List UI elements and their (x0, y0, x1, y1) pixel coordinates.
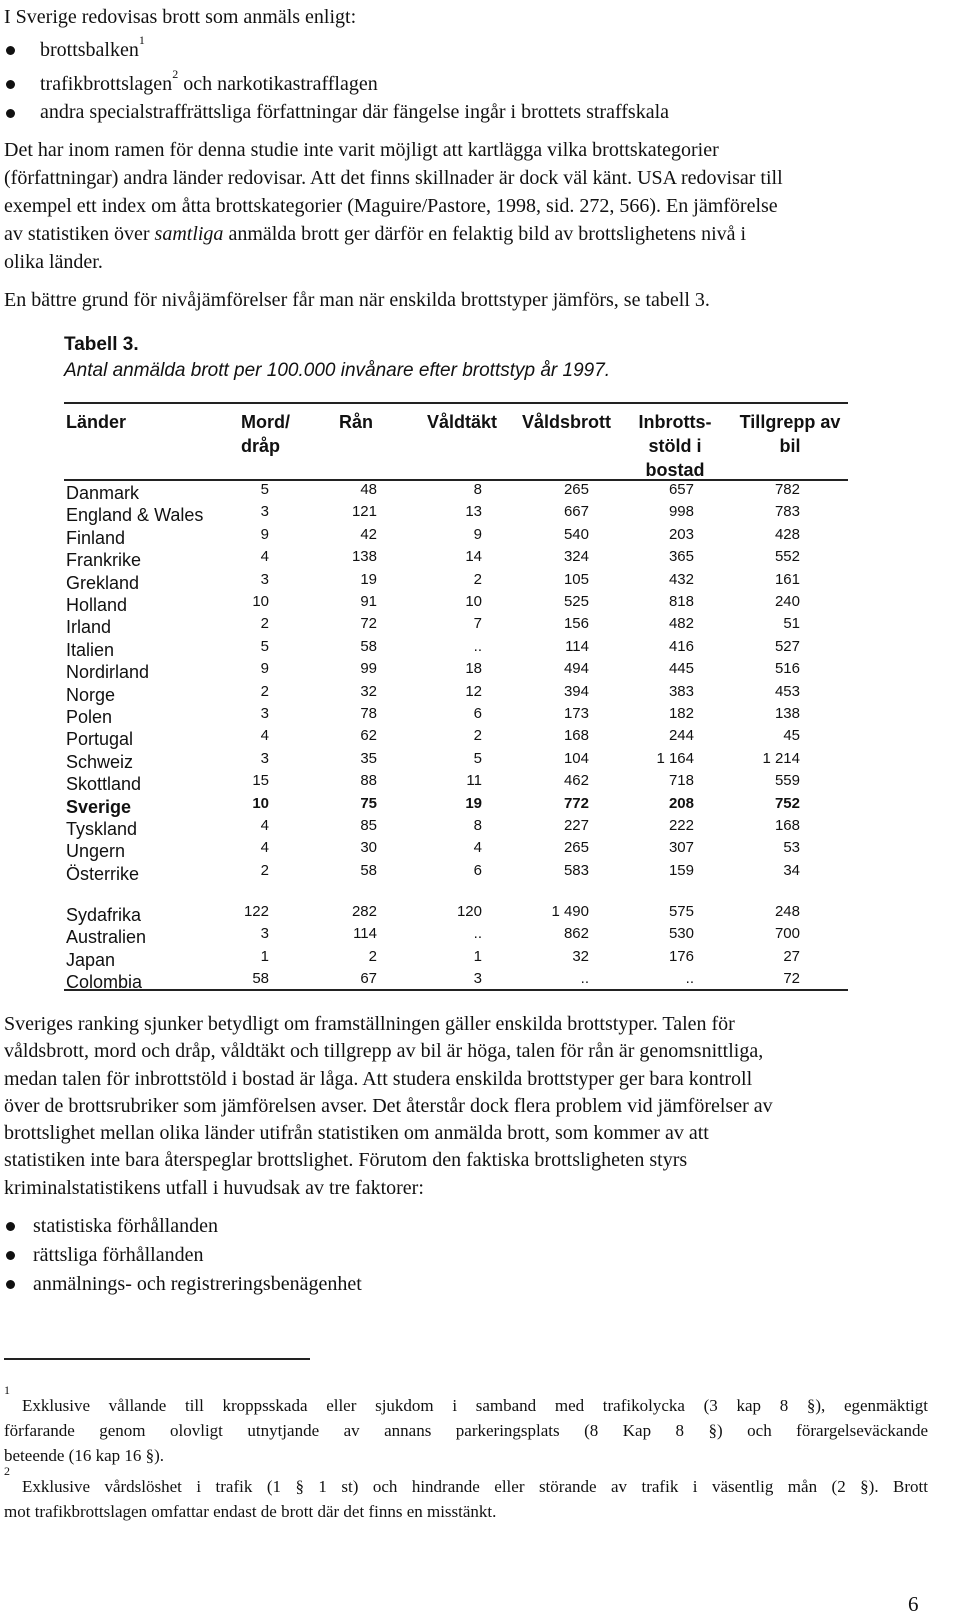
table-cell-value: 494 (563, 660, 589, 678)
footnote-separator (4, 1358, 310, 1360)
paragraph-line: Det har inom ramen för denna studie inte varit möjligt att kartlägga vilka brottskategorier (4, 139, 719, 161)
table-cell-value: 156 (563, 615, 589, 633)
table-cell-country: Schweiz (66, 751, 134, 772)
table-cell-value: 5 (260, 637, 269, 655)
table-cell-value: 2 (260, 615, 269, 633)
table-cell-value: 85 (360, 817, 377, 834)
footnote-line: förfarande genom olovligt utnytjande av annans parkeringsplats (8 Kap 8 §) och förargelseväckande (4, 1421, 928, 1440)
table-cell-value: 120 (456, 903, 482, 920)
table-cell-value: 15 (252, 772, 269, 790)
footnote-line: Exklusive vårdslöshet i trafik (1 § 1 st) och hindrande eller störande av trafik i väsentlig mån (2 §). Brott (22, 1477, 928, 1496)
bullet-text: trafikbrottslagen (40, 73, 173, 95)
table-cell-value: 62 (360, 727, 377, 745)
table-cell-value: 138 (774, 705, 800, 722)
table-cell-value: 525 (563, 593, 589, 610)
table-cell-value: 53 (783, 839, 800, 857)
footnote-mark: 1 (4, 1383, 10, 1397)
table-cell-value: 168 (563, 727, 589, 745)
table-cell-country: Skottland (66, 774, 142, 795)
table-cell-value: 30 (360, 839, 377, 857)
table-cell-value: 527 (774, 637, 800, 655)
table-cell-value: 5 (473, 749, 482, 767)
table-cell-value: 4 (260, 727, 269, 745)
table-cell-country: Ungern (66, 841, 126, 862)
table-cell-value: 4 (260, 839, 269, 857)
table-cell-value: 208 (668, 794, 694, 812)
table-cell-value: 12 (465, 682, 482, 700)
table-cell-country: Japan (66, 949, 116, 970)
text-run: anmälda brott ger därför en felaktig bild av brottslighetens nivå i (223, 223, 747, 245)
table-cell-value: 1 214 (762, 749, 800, 767)
table-cell-value: 862 (563, 925, 589, 943)
table-cell-value: 58 (252, 970, 269, 988)
table-cell-value: 248 (774, 903, 800, 920)
footnote-text (4, 1393, 928, 1468)
table-cell-value: 10 (252, 794, 269, 812)
table-cell-country: Italien (66, 639, 115, 660)
paragraph-line: statistiken inte bara återspeglar brottslighet. Förutom den faktiska brottsligheten styrs (4, 1149, 688, 1172)
table-cell-country: Sverige (66, 796, 132, 817)
table-cell-value: 4 (260, 548, 269, 566)
table-cell-value: 244 (668, 727, 694, 745)
table-cell-value: 72 (360, 615, 377, 633)
table-cell-value: 1 (260, 947, 269, 965)
table-cell-value: 782 (774, 481, 800, 498)
table-cell-country: Australien (66, 927, 147, 948)
table-cell-value: 453 (774, 682, 800, 700)
table-cell-value: 700 (774, 925, 800, 943)
table-cell-value: 432 (668, 570, 694, 588)
table-cell-value: .. (473, 925, 482, 943)
table-cell-value: 168 (774, 817, 800, 834)
table-cell-value: 104 (563, 749, 589, 767)
table-cell-value: 114 (353, 925, 377, 943)
table-cell-value: 1 164 (656, 749, 694, 767)
table-cell-country: Colombia (66, 972, 143, 993)
page-number: 6 (908, 1592, 919, 1616)
table-cell-value: 2 (473, 727, 482, 745)
header-ran: Rån (339, 412, 374, 432)
table-cell-value: 58 (360, 861, 377, 879)
table-cell-value: 45 (783, 727, 800, 745)
table-cell-country: Polen (66, 707, 113, 727)
table-cell-value: 265 (563, 481, 589, 498)
table-cell-value: 3 (260, 925, 269, 943)
table-cell-country: Portugal (66, 729, 134, 750)
table-cell-value: 122 (243, 903, 269, 920)
table-cell-value: 4 (260, 817, 269, 834)
table-cell-value: 51 (783, 615, 800, 633)
table-cell-value: 114 (565, 637, 589, 655)
table-cell-country: Tyskland (66, 819, 138, 839)
bullet-item (40, 67, 378, 100)
paragraph-line (4, 220, 783, 248)
table-cell-value: 19 (465, 794, 482, 812)
table-cell-value: 10 (465, 593, 482, 610)
table-cell-value: 2 (260, 682, 269, 700)
table-cell-value: 552 (774, 548, 800, 566)
table-cell-country: Danmark (66, 483, 140, 503)
table-cell-value: 2 (368, 947, 377, 965)
table-cell-value: 718 (668, 772, 694, 790)
table-cell-value: 559 (774, 772, 800, 790)
bullet-item: rättsliga förhållanden (33, 1244, 204, 1266)
paragraph-line: Sveriges ranking sjunker betydligt om framställningen gäller enskilda brottstyper. Talen för (4, 1013, 735, 1035)
table-cell-value: 307 (668, 839, 694, 857)
table-cell-value: 176 (668, 947, 694, 965)
table-cell-country: Grekland (66, 572, 140, 593)
table-cell-value: 9 (260, 660, 269, 678)
table-cell-value: 222 (668, 817, 694, 834)
table-cell-country: Österrike (66, 863, 140, 884)
table-cell-value: 10 (252, 593, 269, 610)
bullet-item (40, 98, 669, 126)
table-cell-country: Holland (66, 595, 128, 615)
bullet-dot-icon (6, 1222, 15, 1231)
bullet-text: brottsbalken (40, 39, 139, 61)
table-cell-value: .. (685, 970, 694, 988)
table-cell-value: 540 (563, 525, 589, 543)
table-cell-value: .. (473, 637, 482, 655)
table-cell-value: 42 (360, 525, 377, 543)
table-cell-value: 3 (260, 749, 269, 767)
table-cell-value: 2 (473, 570, 482, 588)
table-cell-value: 8 (473, 817, 482, 834)
header-lander: Länder (66, 412, 127, 432)
table-cell-value: 783 (774, 503, 800, 521)
table-cell-value: 772 (563, 794, 589, 812)
paragraph-line: kriminalstatistikens utfall i huvudsak av tre faktorer: (4, 1176, 424, 1199)
table-cell-country: Sydafrika (66, 905, 142, 925)
table-cell-value: 78 (360, 705, 377, 722)
table-cell-value: 3 (473, 970, 482, 988)
table-cell-value: 416 (668, 637, 694, 655)
table-cell-value: 105 (563, 570, 589, 588)
table-cell-value: 530 (668, 925, 694, 943)
table-cell-value: 121 (351, 503, 377, 521)
table-cell-value: 998 (668, 503, 694, 521)
table-cell-value: 32 (572, 947, 589, 965)
table-cell-value: 2 (260, 861, 269, 879)
table-cell-value: 5 (260, 481, 269, 498)
table-cell-value: 13 (465, 503, 482, 521)
footnote-mark: 2 (4, 1464, 10, 1478)
table-cell-value: 462 (563, 772, 589, 790)
text-run: av statistiken över (4, 223, 155, 245)
table-cell-value: 575 (668, 903, 694, 920)
paragraph-line: våldsbrott, mord och dråp, våldtäkt och tillgrepp av bil är höga, talen för rån är genomsnittliga, (4, 1040, 764, 1063)
table-cell-value: 428 (774, 525, 800, 543)
bullet-item: statistiska förhållanden (33, 1215, 218, 1237)
table-cell-value: .. (580, 970, 589, 988)
table-cell-country: Nordirland (66, 662, 150, 683)
table-cell-value: 657 (668, 481, 694, 498)
table-subcaption: Antal anmälda brott per 100.000 invånare efter brottstyp år 1997. (64, 360, 611, 381)
table-cell-value: 365 (668, 548, 694, 566)
table-cell-value: 35 (360, 749, 377, 767)
table-cell-value: 138 (351, 548, 377, 566)
table-cell-value: 32 (360, 682, 377, 700)
footnote-text (4, 1474, 928, 1524)
table-cell-value: 75 (360, 794, 377, 812)
table-cell-value: 161 (774, 570, 800, 588)
table-cell-value: 8 (473, 481, 482, 498)
table-cell-value: 19 (360, 570, 377, 588)
table-cell-value: 182 (668, 705, 694, 722)
bullet-text-after: och narkotikastrafflagen (178, 73, 378, 95)
bullet-text: andra specialstraffrättsliga författningar där fängelse ingår i brottets straffskala (40, 101, 670, 123)
table-cell-value: 48 (360, 481, 377, 498)
table-cell-value: 173 (563, 705, 589, 722)
bullet-dot-icon (6, 80, 15, 89)
table-cell-value: 99 (360, 660, 377, 678)
paragraph-line: brottslighet mellan olika länder utifrån statistiken om anmälda brott, som kommer av att (4, 1122, 709, 1145)
emphasis-text: samtliga (154, 223, 224, 245)
table-cell-value: 3 (260, 705, 269, 722)
table-top-rule (64, 402, 848, 404)
paragraph-line: (författningar) andra länder redovisar. Att det finns skillnader är dock väl känt. USA redovisar till (4, 167, 783, 189)
bullet-dot-icon (6, 46, 15, 55)
table-cell-value: 203 (668, 525, 694, 543)
table-cell-value: 667 (563, 503, 589, 521)
table-cell-value: 282 (351, 903, 377, 920)
header-valdtakt: Våldtäkt (427, 412, 498, 432)
table-cell-value: 394 (563, 682, 589, 700)
table-cell-value: 516 (774, 660, 800, 678)
table-cell-value: 324 (563, 548, 589, 566)
table-cell-value: 7 (473, 615, 482, 633)
paragraph-2: En bättre grund för nivåjämförelser får man när enskilda brottstyper jämförs, se tabell 3. (4, 289, 710, 311)
bullet-dot-icon (6, 109, 15, 118)
paragraph-line: exempel ett index om åtta brottskategorier (Maguire/Pastore, 1998, sid. 272, 566). En jämförelse (4, 195, 778, 217)
table-bottom-rule (64, 989, 848, 991)
table-cell-value: 9 (473, 525, 482, 543)
table-cell-value: 1 490 (551, 903, 589, 920)
paragraph-1 (4, 136, 783, 276)
table-cell-value: 88 (360, 772, 377, 790)
paragraph-3 (4, 1011, 773, 1202)
header-inbrott: Inbrotts- stöld i bostad (638, 412, 712, 480)
table-cell-value: 227 (563, 817, 589, 834)
table-cell-value: 3 (260, 570, 269, 588)
table-cell-country: England & Wales (66, 505, 204, 526)
footnote-line: beteende (16 kap 16 §). (4, 1446, 165, 1465)
header-tillgrepp: Tillgrepp av bil (739, 412, 841, 456)
table-cell-value: 159 (668, 861, 694, 879)
table-cell-country: Frankrike (66, 550, 142, 571)
table-cell-country: Finland (66, 527, 126, 548)
table-cell-value: 3 (260, 503, 269, 521)
header-valdsbrott: Våldsbrott (522, 412, 612, 432)
table-cell-value: 383 (668, 682, 694, 700)
table-cell-value: 9 (260, 525, 269, 543)
table-cell-value: 1 (473, 947, 482, 965)
paragraph-line: över de brottsrubriker som jämförelsen avser. Det återstår dock flera problem vid jämförelser av (4, 1094, 773, 1117)
paragraph-line: medan talen för inbrottstöld i bostad är låga. Att studera enskilda brottstyper ger bara kontroll (4, 1067, 753, 1090)
table-cell-value: 6 (473, 861, 482, 879)
header-mord: Mord/ dråp (241, 412, 290, 456)
table-cell-value: 14 (465, 548, 482, 566)
table-cell-value: 583 (563, 861, 589, 879)
table-cell-value: 4 (473, 839, 482, 857)
table-cell-value: 58 (360, 637, 377, 655)
bullet-item (40, 33, 145, 66)
table-cell-value: 445 (668, 660, 694, 678)
footnote-line: Exklusive vållande till kroppsskada eller sjukdom i samband med trafikolycka (3 kap 8 §), egenmäktigt (22, 1396, 928, 1415)
bullet-item: anmälnings- och registreringsbenägenhet (33, 1273, 362, 1295)
footnote-ref[interactable]: 2 (172, 67, 179, 81)
bullet-dot-icon (6, 1251, 15, 1260)
table-cell-value: 34 (783, 861, 800, 879)
footnote-ref[interactable]: 1 (138, 33, 145, 47)
footnote-line: mot trafikbrottslagen omfattar endast de brott där det finns en misstänkt. (4, 1502, 497, 1521)
table-cell-value: 752 (774, 794, 800, 812)
table-cell-country: Norge (66, 684, 116, 705)
table-cell-value: 265 (563, 839, 589, 857)
paragraph-line: olika länder. (4, 251, 103, 273)
table-cell-value: 18 (465, 660, 482, 678)
table-cell-value: 240 (774, 593, 800, 610)
table-cell-country: Irland (66, 617, 112, 638)
intro-text: I Sverige redovisas brott som anmäls enligt: (4, 6, 357, 28)
table-cell-value: 27 (783, 947, 800, 965)
table-caption: Tabell 3. (64, 334, 139, 355)
table-cell-value: 11 (466, 772, 482, 790)
table-cell-value: 482 (668, 615, 694, 633)
bullet-dot-icon (6, 1280, 15, 1289)
table-cell-value: 6 (473, 705, 482, 722)
table-cell-value: 818 (668, 593, 694, 610)
table-cell-value: 67 (360, 970, 377, 988)
table-cell-value: 91 (360, 593, 377, 610)
table-cell-value: 72 (783, 970, 800, 988)
